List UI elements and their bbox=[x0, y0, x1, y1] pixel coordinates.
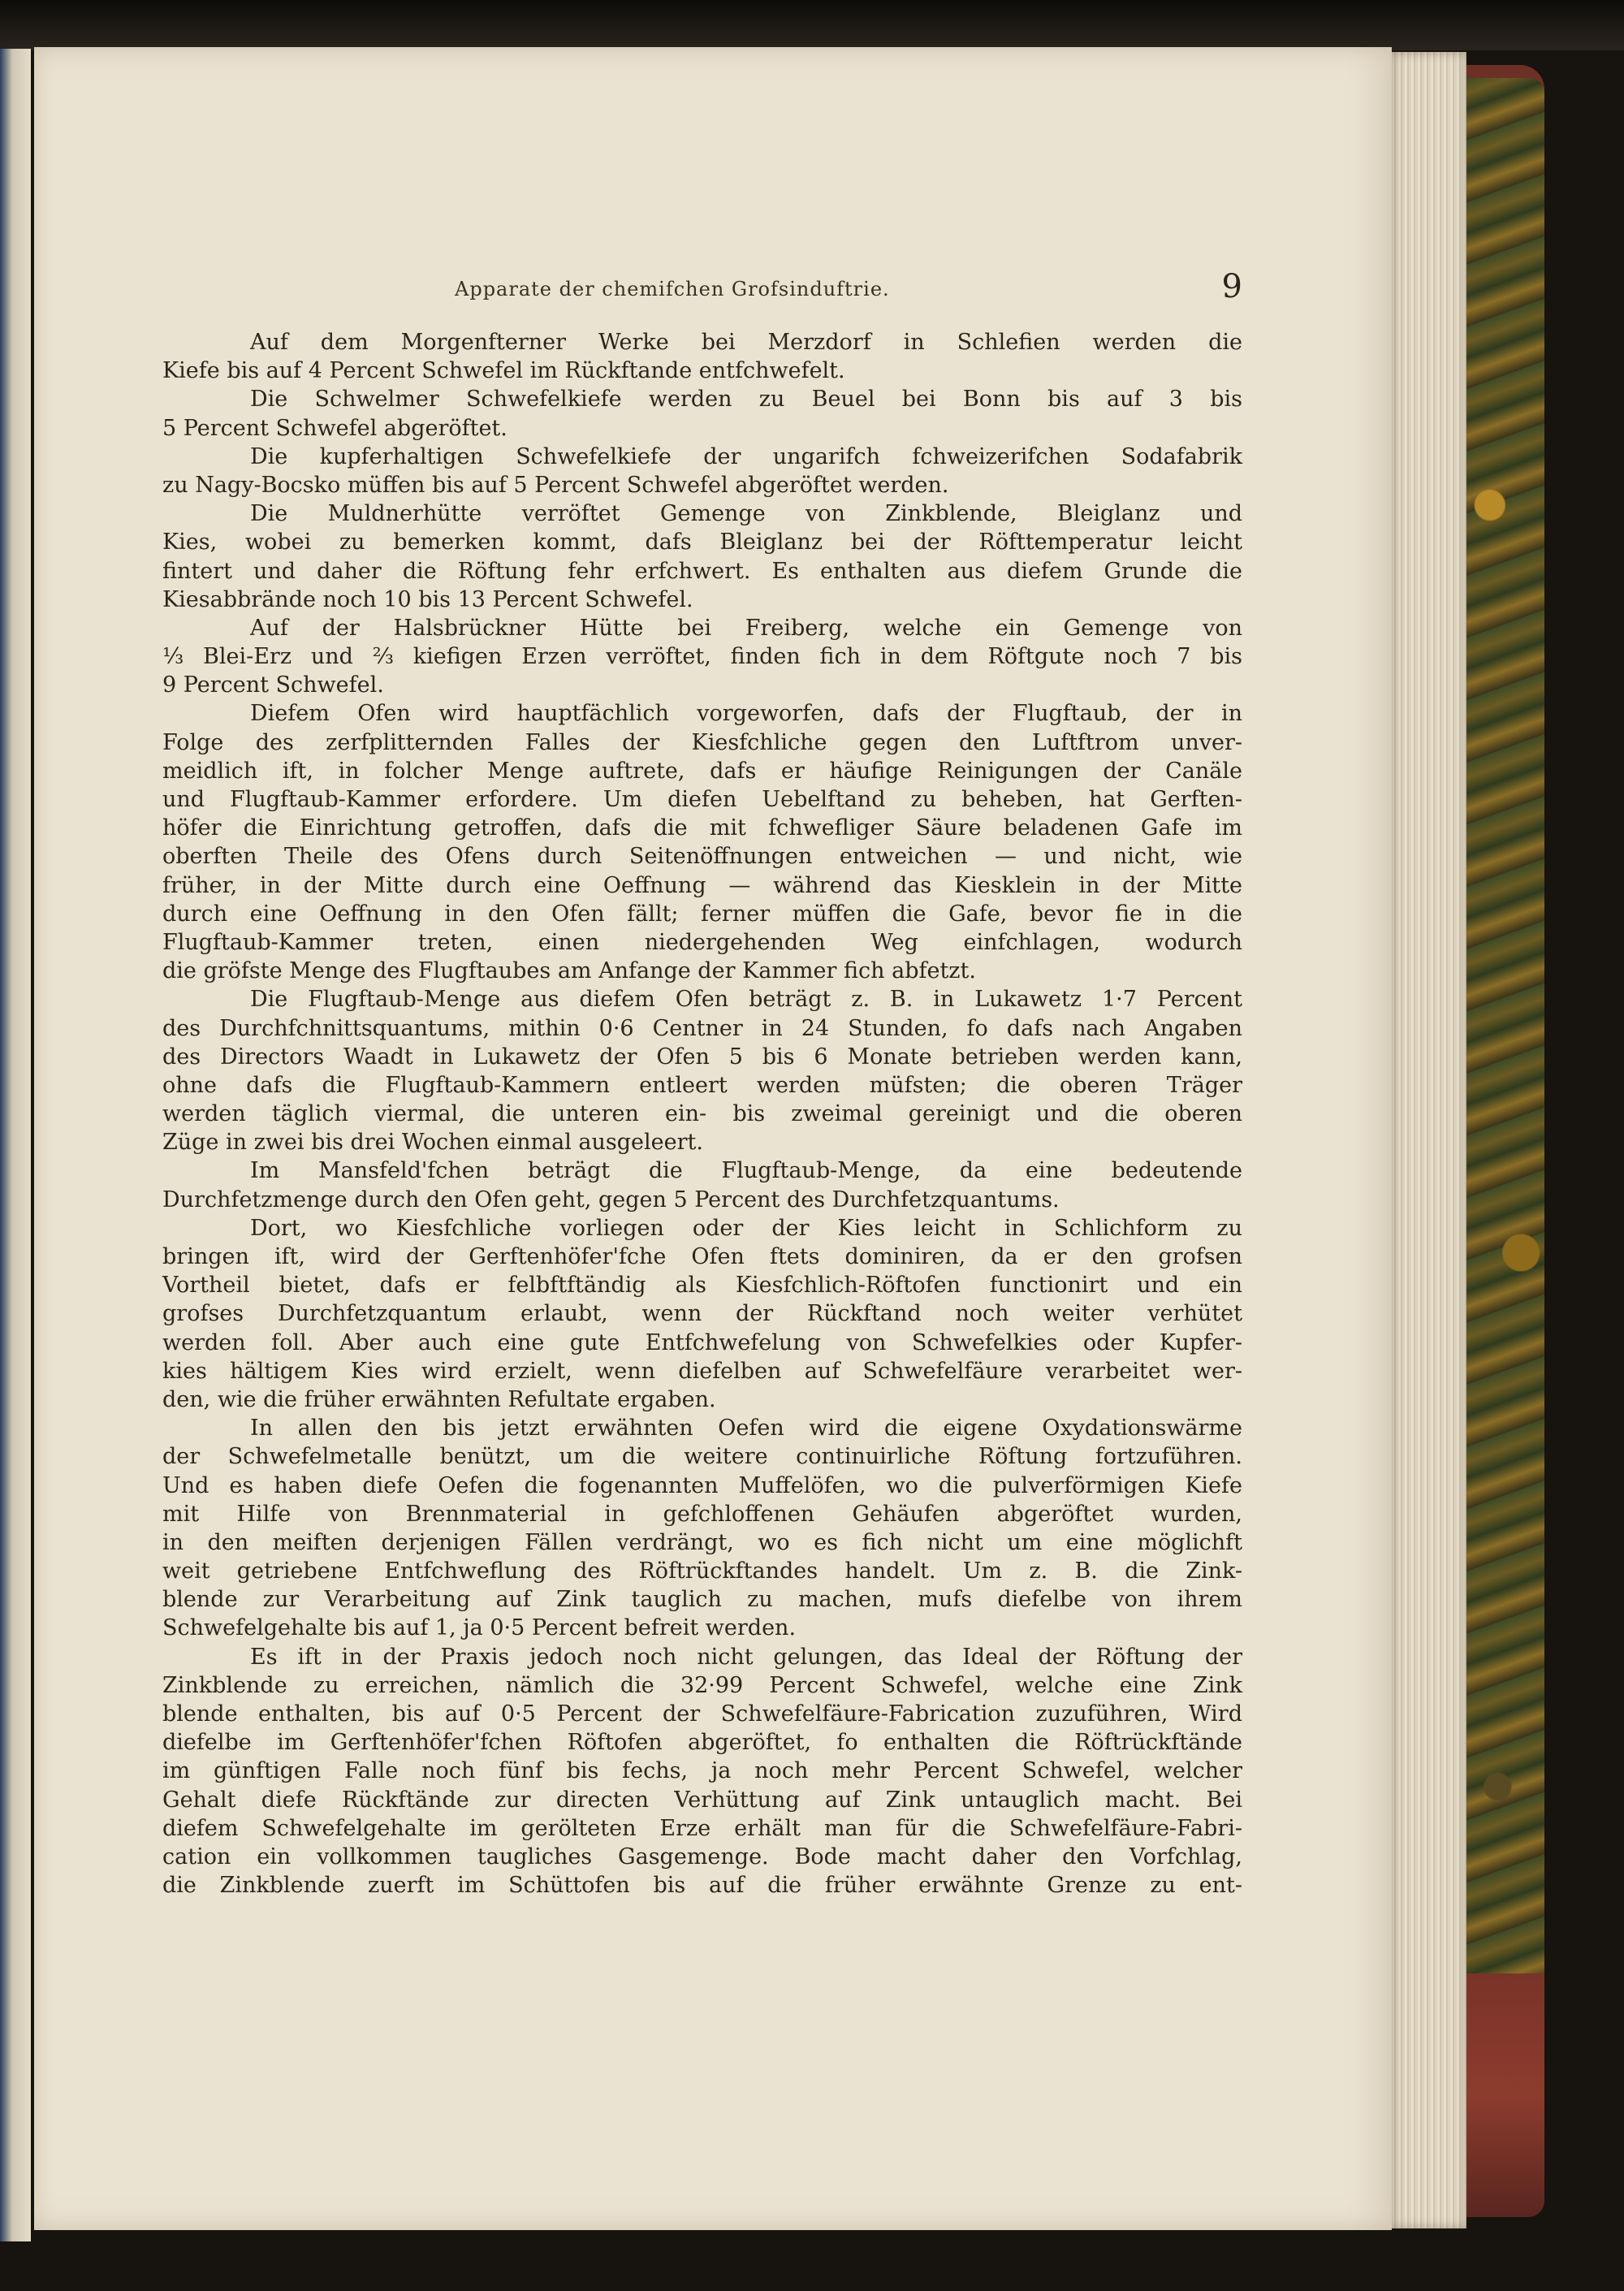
text-line: ⅓ Blei-Erz und ⅔ kiefigen Erzen verröftet, finden fich in dem Röftgute noch 7 bis bbox=[162, 644, 1242, 670]
text-line: cation ein vollkommen taugliches Gasgemenge. Bode macht daher den Vorfchlag, bbox=[162, 1844, 1242, 1870]
text-line: weit getriebene Entfchweflung des Röftrückftandes handelt. Um z. B. die Zink- bbox=[162, 1558, 1242, 1584]
text-line: kies hältigem Kies wird erzielt, wenn diefelben auf Schwefelfäure verarbeitet wer- bbox=[162, 1358, 1242, 1384]
text-line: des Durchfchnittsquantums, mithin 0·6 Centner in 24 Stunden, fo dafs nach Angaben bbox=[162, 1015, 1242, 1041]
text-line: diefelbe im Gerftenhöfer'fchen Röftofen abgeröftet, fo enthalten die Röftrückftände bbox=[162, 1730, 1242, 1756]
text-line: in den meiften derjenigen Fällen verdrängt, wo es fich nicht um eine möglichft bbox=[162, 1529, 1242, 1555]
text-line: Folge des zerfplitternden Falles der Kiesfchliche gegen den Luftftrom unver- bbox=[162, 729, 1242, 755]
text-line: grofses Durchfetzquantum erlaubt, wenn der Rückftand noch weiter verhütet bbox=[162, 1301, 1242, 1327]
text-line: bringen ift, wird der Gerftenhöfer'fche Ofen ftets dominiren, da er den grofsen bbox=[162, 1244, 1242, 1269]
text-line: ohne dafs die Flugftaub-Kammern entleert werden müfsten; die oberen Träger bbox=[162, 1072, 1242, 1098]
text-line: des Directors Waadt in Lukawetz der Ofen 5 bis 6 Monate betrieben werden kann, bbox=[162, 1044, 1242, 1070]
text-line: Auf dem Morgenfterner Werke bei Merzdorf in Schlefien werden die bbox=[250, 330, 1242, 355]
background-top bbox=[0, 0, 1624, 50]
text-line: im günftigen Falle noch fünf bis fechs, ja noch mehr Percent Schwefel, welcher bbox=[162, 1758, 1242, 1784]
text-line: Kiefe bis auf 4 Percent Schwefel im Rückftande entfchwefelt. bbox=[162, 358, 845, 384]
text-line: Diefem Ofen wird hauptfächlich vorgeworfen, dafs der Flugftaub, der in bbox=[250, 701, 1242, 727]
facing-page-edge bbox=[0, 49, 31, 2241]
text-line: mit Hilfe von Brennmaterial in gefchloffenen Gehäufen abgeröftet wurden, bbox=[162, 1501, 1242, 1527]
text-line: blende enthalten, bis auf 0·5 Percent der Schwefelfäure-Fabrication zuzuführen, Wird bbox=[162, 1701, 1242, 1727]
text-line: Durchfetzmenge durch den Ofen geht, gegen 5 Percent des Durchfetzquantums. bbox=[162, 1187, 1060, 1213]
text-line: Gehalt diefe Rückftände zur directen Verhüttung auf Zink untauglich macht. Bei bbox=[162, 1787, 1242, 1813]
text-line: Kies, wobei zu bemerken kommt, dafs Bleiglanz bei der Röfttemperatur leicht bbox=[162, 530, 1242, 555]
text-line: Und es haben diefe Oefen die fogenannten Muffelöfen, wo die pulverförmigen Kiefe bbox=[162, 1472, 1242, 1498]
book-cover-spine-bottom bbox=[1466, 1973, 1544, 2217]
book-cover-marbled-edge bbox=[1466, 78, 1544, 2214]
text-line: Dort, wo Kiesfchliche vorliegen oder der Kies leicht in Schlichform zu bbox=[250, 1215, 1242, 1241]
text-line: oberften Theile des Ofens durch Seitenöffnungen entweichen — und nicht, wie bbox=[162, 844, 1242, 870]
text-line: zu Nagy-Bocsko müffen bis auf 5 Percent Schwefel abgeröftet werden. bbox=[162, 472, 949, 498]
text-line: Kiesabbrände noch 10 bis 13 Percent Schwefel. bbox=[162, 586, 693, 612]
text-line: Die Schwelmer Schwefelkiefe werden zu Beuel bei Bonn bis auf 3 bis bbox=[250, 387, 1242, 413]
text-line: durch eine Oeffnung in den Ofen fällt; ferner müffen die Gafe, bevor fie in die bbox=[162, 901, 1242, 927]
text-line: Züge in zwei bis drei Wochen einmal ausgeleert. bbox=[162, 1130, 703, 1156]
text-line: Schwefelgehalte bis auf 1, ja 0·5 Percent befreit werden. bbox=[162, 1615, 797, 1641]
running-title: Apparate der chemifchen Grofsinduftrie. bbox=[455, 278, 890, 300]
page-block-edges bbox=[1392, 52, 1466, 2228]
text-line: In allen den bis jetzt erwähnten Oefen wird die eigene Oxydationswärme bbox=[250, 1416, 1242, 1442]
text-line: Im Mansfeld'fchen beträgt die Flugftaub-Menge, da eine bedeutende bbox=[250, 1158, 1242, 1184]
page-header bbox=[162, 268, 1242, 317]
text-line: meidlich ift, in folcher Menge auftrete, dafs er häufige Reinigungen der Canäle bbox=[162, 758, 1242, 784]
text-line: Auf der Halsbrückner Hütte bei Freiberg, welche ein Gemenge von bbox=[250, 615, 1242, 641]
text-line: die gröfste Menge des Flugftaubes am Anfange der Kammer fich abfetzt. bbox=[162, 958, 976, 984]
text-line: Zinkblende zu erreichen, nämlich die 32·99 Percent Schwefel, welche eine Zink bbox=[162, 1672, 1242, 1698]
text-line: Vortheil bietet, dafs er felbftftändig als Kiesfchlich-Röftofen functionirt und ein bbox=[162, 1273, 1242, 1299]
text-line: 9 Percent Schwefel. bbox=[162, 672, 384, 698]
text-line: den, wie die früher erwähnten Refultate ergaben. bbox=[162, 1386, 716, 1412]
text-line: diefem Schwefelgehalte im gerölteten Erze erhält man für die Schwefelfäure-Fabri- bbox=[162, 1815, 1242, 1841]
text-line: blende zur Verarbeitung auf Zink tauglich zu machen, mufs diefelbe von ihrem bbox=[162, 1587, 1242, 1613]
text-line: die Zinkblende zuerft im Schüttofen bis auf die früher erwähnte Grenze zu ent- bbox=[162, 1873, 1242, 1899]
text-line: und Flugftaub-Kammer erfordere. Um diefen Uebelftand zu beheben, hat Gerften- bbox=[162, 787, 1242, 812]
text-line: Die kupferhaltigen Schwefelkiefe der ungarifch fchweizerifchen Sodafabrik bbox=[250, 443, 1242, 469]
text-line: fintert und daher die Röftung fehr erfchwert. Es enthalten aus diefem Grunde die bbox=[162, 558, 1242, 584]
page-number: 9 bbox=[1221, 268, 1242, 305]
text-line: werden täglich viermal, die unteren ein- bis zweimal gereinigt und die oberen bbox=[162, 1101, 1242, 1127]
text-line: Es ift in der Praxis jedoch noch nicht gelungen, das Ideal der Röftung der bbox=[250, 1644, 1242, 1670]
text-line: der Schwefelmetalle benützt, um die weitere continuirliche Röftung fortzuführen. bbox=[162, 1444, 1242, 1470]
text-line: Die Flugftaub-Menge aus diefem Ofen beträgt z. B. in Lukawetz 1·7 Percent bbox=[250, 987, 1242, 1013]
text-line: höfer die Einrichtung getroffen, dafs die mit fchwefliger Säure beladenen Gafe im bbox=[162, 815, 1242, 841]
text-line: 5 Percent Schwefel abgeröftet. bbox=[162, 415, 508, 441]
body-text bbox=[162, 328, 1242, 1900]
text-line: Flugftaub-Kammer treten, einen niedergehenden Weg einfchlagen, wodurch bbox=[162, 929, 1242, 955]
text-line: früher, in der Mitte durch eine Oeffnung — während das Kiesklein in der Mitte bbox=[162, 872, 1242, 898]
text-line: Die Muldnerhütte verröftet Gemenge von Zinkblende, Bleiglanz und bbox=[250, 501, 1242, 527]
text-line: werden foll. Aber auch eine gute Entfchwefelung von Schwefelkies oder Kupfer- bbox=[162, 1329, 1242, 1355]
